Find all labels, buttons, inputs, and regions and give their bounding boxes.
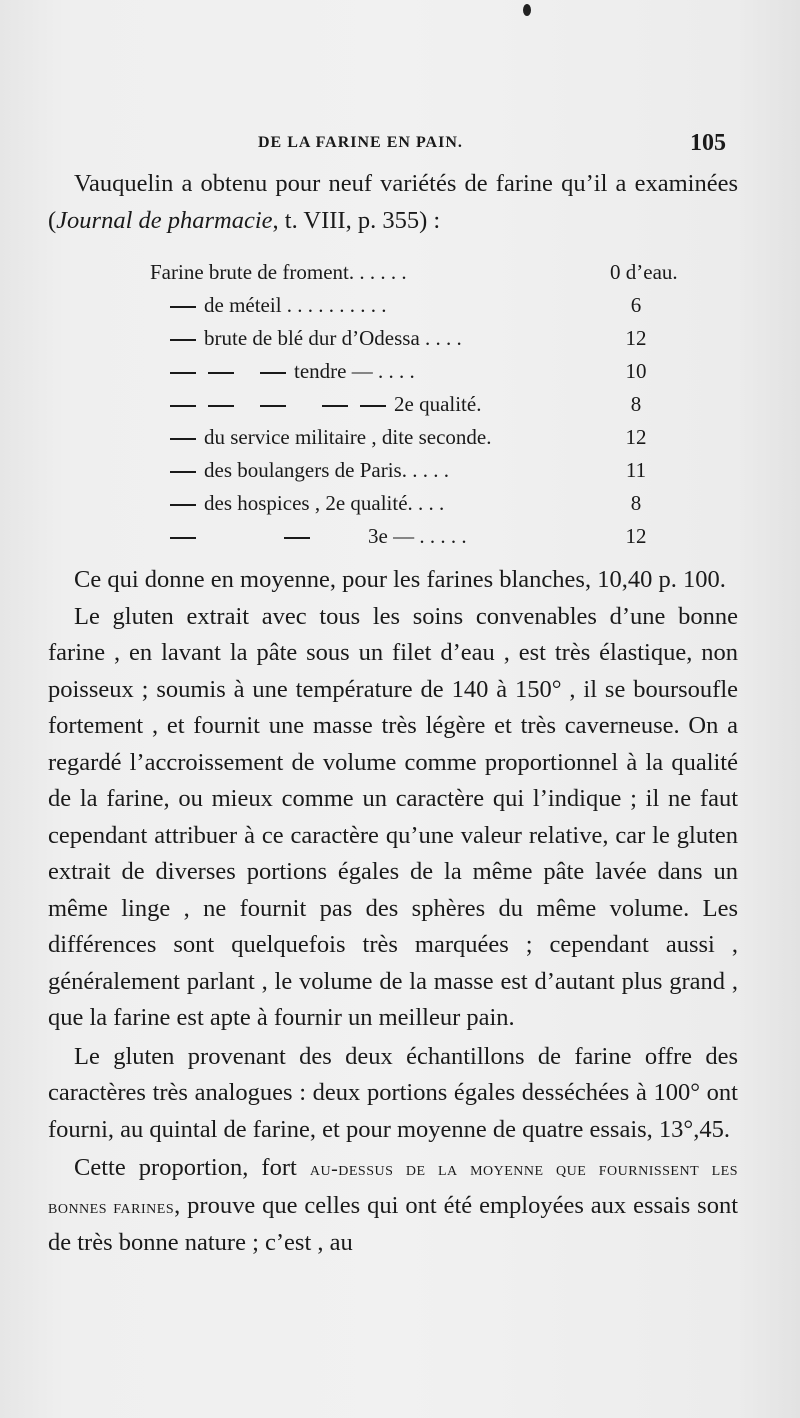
row-value: 12	[625, 425, 647, 449]
table-row	[150, 520, 740, 553]
proportion-start: Cette proportion, fort	[74, 1154, 310, 1181]
row-value: 11	[625, 458, 647, 482]
row-value: 0 d’eau.	[610, 260, 678, 284]
main-text	[48, 562, 738, 1262]
moisture-table	[150, 256, 740, 553]
ditto-dash	[208, 405, 234, 407]
row-label: Farine brute de froment. . . . . .	[150, 260, 407, 284]
ditto-dash	[170, 405, 196, 407]
row-label: de méteil . . . . . . . . . .	[204, 293, 387, 317]
row-value: 12	[625, 326, 647, 350]
ditto-dash	[284, 537, 310, 539]
row-value: 10	[625, 359, 647, 383]
intro-line2-end: , t. VIII, p. 355) :	[272, 206, 441, 234]
row-label: brute de blé dur d’Odessa . . . .	[204, 326, 462, 350]
paragraph-gluten-extraction: Le gluten extrait avec tous les soins convenables d’une bonne farine , en lavant la pâte sous un filet d’eau , est très élastique, non poisseux ; soumis à une température de 140 à 150° , il se boursoufle fortement , et fournit une masse très légère et très caverneuse. On a regardé l’accroissement de volume comme proportionnel à la qualité de la farine, ou mieux comme un caractère qui l’indique ; il ne faut cependant attribuer à ce caractère qu’une valeur relative, car le gluten extrait de diverses portions égales de la même pâte lavée dans un même linge , ne fournit pas des sphères du même volume. Les différences sont quelquefois très marquées ; cependant aussi , généralement parlant , le volume de la masse est d’autant plus grand , que la farine est apte à fournir un meilleur pain.	[48, 602, 738, 1031]
running-head	[0, 132, 800, 162]
table-row	[150, 487, 740, 520]
intro-text	[48, 166, 738, 239]
proportion-end: , prouve que celles qui ont été employées aux essais sont de très bonne nature ; c’est , au	[48, 1191, 739, 1256]
row-label: des hospices , 2e qualité. . . .	[204, 491, 445, 515]
intro-line1: Vauquelin a obtenu pour neuf variétés de farine qu’il a	[74, 170, 627, 197]
row-value: 8	[630, 392, 642, 416]
intro-paragraph	[48, 166, 738, 239]
paragraph-proportion	[48, 1150, 738, 1262]
paragraph-average: Ce qui donne en moyenne, pour les farines blanches, 10,40 p. 100.	[74, 566, 726, 593]
row-label: des boulangers de Paris. . . . .	[204, 458, 449, 482]
table-row	[150, 289, 740, 322]
ditto-dash	[170, 504, 196, 506]
table-row	[150, 256, 740, 289]
running-head-title: DE LA FARINE EN PAIN.	[258, 134, 463, 151]
ditto-dash	[260, 405, 286, 407]
journal-title: Journal de pharmacie	[56, 206, 273, 234]
table-row	[150, 322, 740, 355]
row-label: tendre — . . . .	[294, 359, 415, 383]
ditto-dash	[170, 306, 196, 308]
row-label: 3e — . . . . .	[368, 524, 467, 548]
ink-spot	[523, 4, 531, 16]
ditto-dash	[360, 405, 386, 407]
table-row	[150, 388, 740, 421]
proportion-caps: au-dessus de la moyenne que fournissent les bonnes farines	[48, 1158, 738, 1218]
table-row	[150, 355, 740, 388]
table-row	[150, 421, 740, 454]
row-value: 8	[630, 491, 642, 515]
row-value: 12	[625, 524, 647, 548]
row-label: du service militaire , dite seconde.	[204, 425, 492, 449]
ditto-dash	[170, 372, 196, 374]
row-value: 6	[630, 293, 642, 317]
paragraph-gluten-samples: Le gluten provenant des deux échantillons de farine offre des caractères très analogues : deux portions égales desséchées à 100° ont fourni, au quintal de farine, et pour moyenne de quatre essais, 13°,45.	[48, 1042, 738, 1143]
ditto-dash	[170, 339, 196, 341]
ditto-dash	[208, 372, 234, 374]
row-label: 2e qualité.	[394, 392, 482, 416]
ditto-dash	[322, 405, 348, 407]
ditto-dash	[170, 438, 196, 440]
ditto-dash	[170, 537, 196, 539]
page-number: 105	[690, 130, 726, 156]
table-row	[150, 454, 740, 487]
intro-line2-start: examinées (	[48, 170, 738, 234]
ditto-dash	[170, 471, 196, 473]
ditto-dash	[260, 372, 286, 374]
